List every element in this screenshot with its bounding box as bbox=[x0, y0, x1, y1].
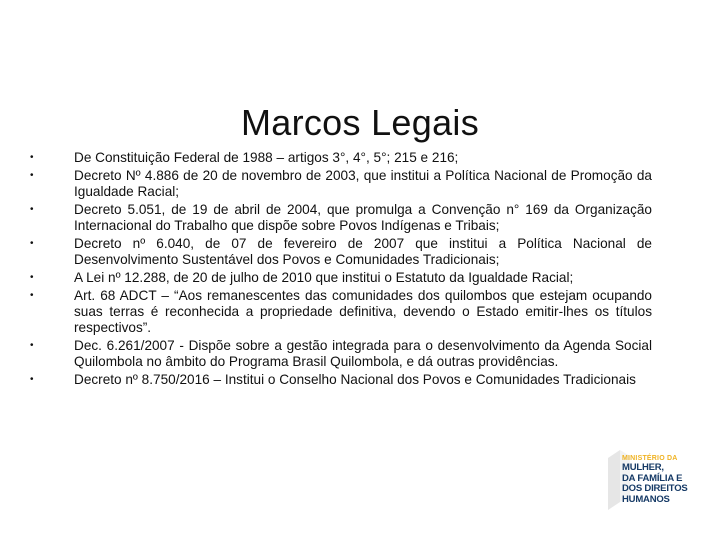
list-item bbox=[30, 288, 652, 337]
list-item-text: Decreto 5.051, de 19 de abril de 2004, que promulga a Convenção n° 169 da Organização Internacional do Trabalho que dispõe sobre Povos Indígenas e Tribais; bbox=[74, 201, 652, 233]
bullet-icon: • bbox=[30, 203, 34, 215]
bullet-icon: • bbox=[30, 152, 34, 163]
list-item-text: Decreto Nº 4.886 de 20 de novembro de 2003, que institui a Política Nacional de Promoção da Igualdade Racial; bbox=[74, 167, 652, 199]
list-item-text: Decreto nº 8.750/2016 – Institui o Conselho Nacional dos Povos e Comunidades Tradicionais bbox=[74, 371, 636, 387]
bullet-icon: • bbox=[30, 339, 34, 351]
bullet-icon: • bbox=[30, 373, 34, 385]
logo-line-humanos: HUMANOS bbox=[622, 493, 670, 505]
list-item-text: Art. 68 ADCT – “Aos remanescentes das comunidades dos quilombos que estejam ocupando suas terras é reconhecida a propriedade definitiva, devendo o Estado emitir-lhes os títulos respectivos”. bbox=[74, 287, 652, 335]
list-item bbox=[30, 150, 652, 166]
list-item bbox=[30, 372, 652, 388]
bullet-icon: • bbox=[30, 237, 34, 249]
logo-line-direitos: DOS DIREITOS bbox=[622, 483, 688, 494]
bullet-icon: • bbox=[30, 169, 34, 181]
logo-line-familia: DA FAMÍLIA E bbox=[622, 472, 683, 484]
list-item bbox=[30, 270, 652, 286]
list-item-text: Decreto nº 6.040, de 07 de fevereiro de 2007 que institui a Política Nacional de Desenvolvimento Sustentável dos Povos e Comunidades Tradicionais; bbox=[74, 235, 652, 267]
list-item bbox=[30, 338, 652, 370]
list-item-text: De Constituição Federal de 1988 – artigos 3°, 4°, 5°; 215 e 216; bbox=[74, 150, 459, 165]
ministry-logo bbox=[612, 448, 712, 518]
list-item bbox=[30, 202, 652, 234]
list-item bbox=[30, 168, 652, 200]
bullet-icon: • bbox=[30, 289, 34, 301]
list-item-text: Dec. 6.261/2007 - Dispõe sobre a gestão integrada para o desenvolvimento da Agenda Social Quilombola no âmbito do Programa Brasil Quilombola, e dá outras providências. bbox=[74, 337, 652, 369]
slide-title: Marcos Legais bbox=[240, 102, 479, 144]
list-item bbox=[30, 236, 652, 268]
list-item-text: A Lei nº 12.288, de 20 de julho de 2010 que institui o Estatuto da Igualdade Racial; bbox=[74, 269, 574, 285]
bullet-icon: • bbox=[30, 271, 34, 283]
bullet-list bbox=[30, 150, 652, 390]
logo-line-mulher: MULHER, bbox=[622, 462, 664, 473]
logo-ministerio-text: MINISTÉRIO DA bbox=[622, 455, 678, 462]
